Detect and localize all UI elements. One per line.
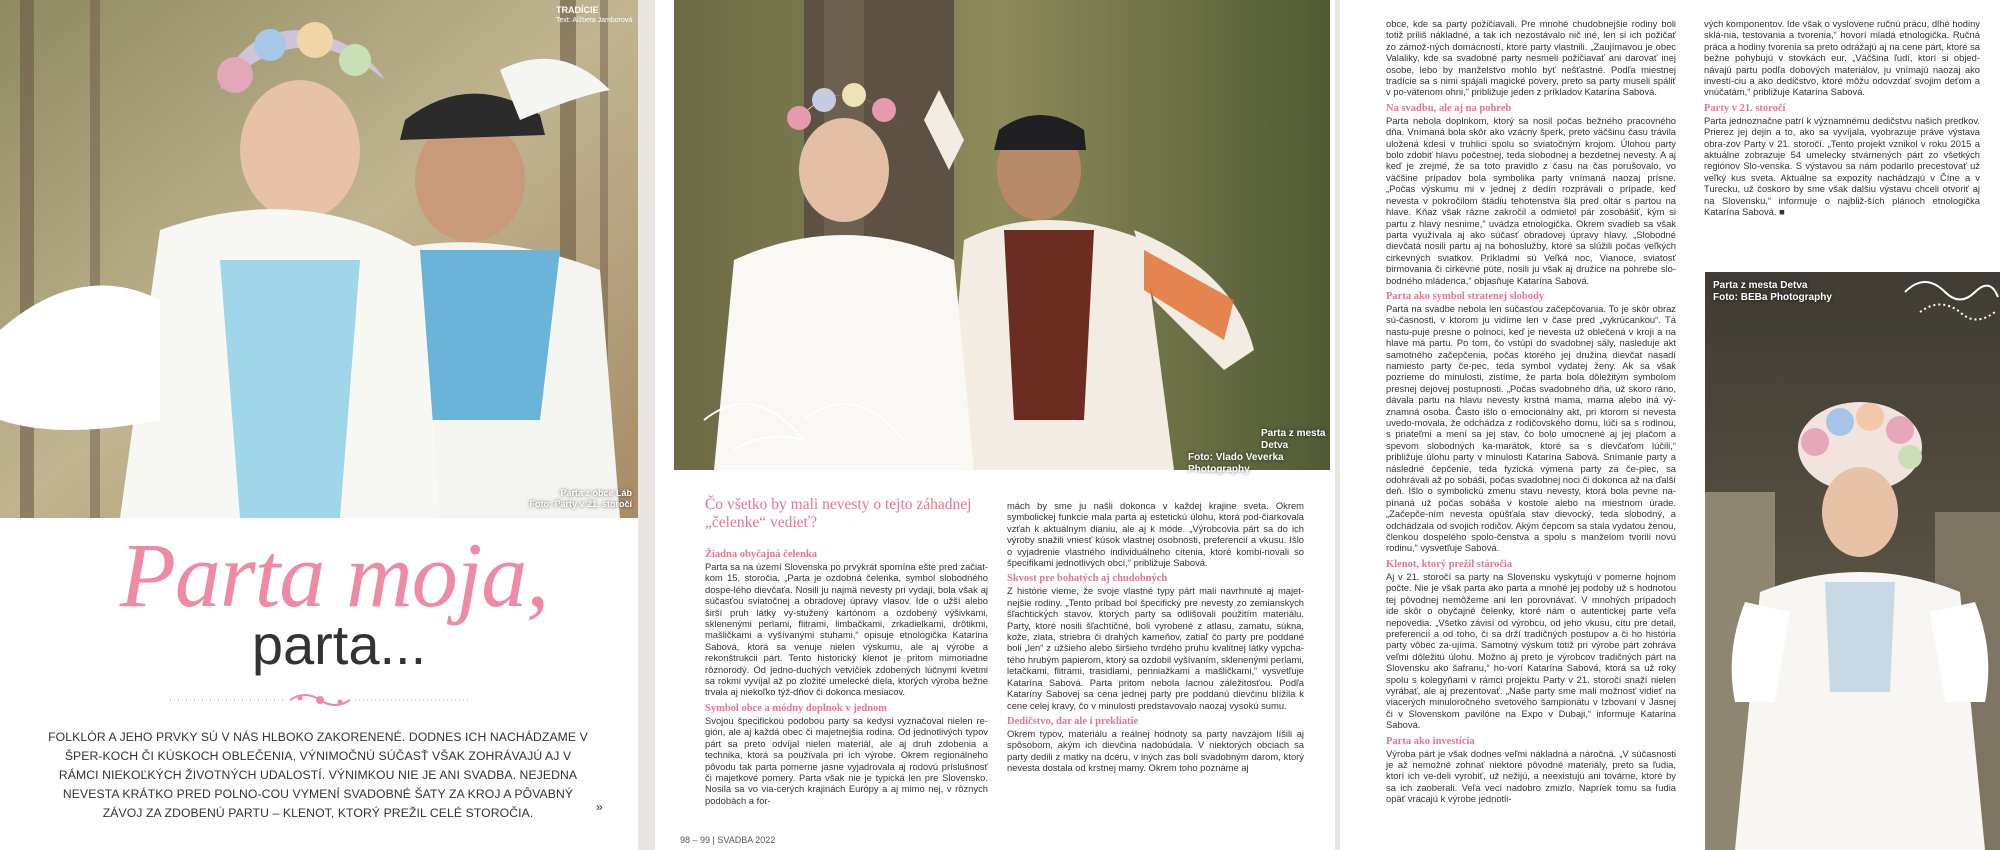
caption-line-2: Foto: Party v 21. storočí	[529, 499, 632, 509]
right-page	[1340, 0, 2000, 850]
paragraph-r5: Výroba párt je však dodnes veľmi nákladná a náročná. „V súčasnosti je až nemožné zohnať niektoré pôvodné materiály, preto sa ľudia, ktorí ich ve-deli vyrobiť, už nežijú, a neexistujú ani továrne, ktoré by sa ich zaoberali. Veľa vecí nadobro zmizlo. Napríek tomu sa ľudia opäť vracajú k výrobe jednotli-	[1386, 747, 1676, 805]
subheading-r5: Party v 21. storočí	[1704, 102, 1786, 114]
paragraph-3: mách by sme ju našli dokonca v každej krajine sveta. Okrem symbolickej funkcie mala parta aj estetickú úlohu, ktorá pod-čiarkovala vzťah k aktuálnym dianiu, ale aj k móde. „Výrobcovia párt sa do ich výroby snažili vniesť kúsok vlastnej osobnosti, preferencií a vkusu. Išlo o vyjadrenie vlastného individuálneho cítenia, ktoré kombi-novali so špecifikami jednotlivých obcí,“ približuje Sabová.	[1007, 500, 1304, 569]
photo-caption	[1188, 428, 1333, 476]
couple-photo-2	[674, 0, 1330, 470]
couple-photo-2-illustration	[674, 0, 1330, 470]
swirl-ornament-icon	[1900, 272, 2000, 332]
left-page	[0, 0, 638, 850]
column-1	[705, 496, 988, 806]
caption-line-1: Parta z obce Láb	[560, 488, 632, 498]
paragraph-2: Svojou špecifickou podobou party sa kedysi vyznačoval nielen re-gión, ale aj každá obec či majetnejšia rodina. Od jednotlivých typov párt sa preto odvíjal nielen materiál, ale aj druh zdobenia a technika, ktorá sa používala pri ich výrobe. Okrem regionálneho pôvodu tak parta pomerne jasne vyjadrovala aj rodovú príslušnosť či majetkové pomery. Parta však nie je typická len pre Slovensko. Nosila sa vo via-cerých krajinách Európy a aj mimo nej, v rôznych podobách a for-	[705, 714, 988, 806]
paragraph-1: Parta sa na území Slovenska po prvýkrát spomína ešte pred začiat-kom 15. storočia. „Parta je ozdobná čelenka, symbol slobodného dospe-lého dievčaťa. Nosili ju najmä nevesty pri vydaji, bola však aj súčasťou sviatočnej a obradovej úpravy vlasov. Ide o užší alebo širší pruh látky vy-stužený kartónom a ozdobený výšivkami, sklenenými perlami, flitrami, limbačkami, zrkadielkami, drôtikmi, mašličkami a vyšívanými stuhami,“ opisuje etnologička Katarína Sabová, ktorá sa venuje nielen výskumu, ale aj výrobe a rekonštrukcii párt. Tento historický klenot je pritom mimoriadne rôznorodý. Od jedno-duchých vetvičiek zdobených lúčnymi kvetmi sa rokmi vyvíjal až po zložité umelecké diela, ktorých výroba bežne trvala aj niekoľko týž-dňov či dokonca mesiacov.	[705, 561, 988, 698]
subheading-r3: Klenot, ktorý prežil stáročia	[1386, 558, 1513, 570]
title-line-1: Parta moja,	[119, 524, 549, 626]
caption-line-1: Parta z mesta Detva	[1261, 428, 1326, 451]
subheading-r1: Na svadbu, ale aj na pohreb	[1386, 102, 1512, 114]
ornament-divider	[170, 690, 470, 710]
subheading-2: Symbol obce a módny doplnok v jednom	[705, 702, 888, 714]
continue-mark: »	[596, 800, 603, 814]
paragraph-r6: vých komponentov. Ide však o vyslovene ručnú prácu, dlhé hodiny sklá-nia, testovania a tvorenia,“ hovorí mladá etnologička. Ručná práca a hodiny tvorenia sa preto odrážajú aj na cene párt, ktoré sa bežne pohybujú v stovkách eur. „Väčšina ľudí, ktorí si objed-návajú partu podľa dobových materiálov, ju vnímajú naozaj ako investí-ciu a ako dedičstvo, ktoré môžu odovzdať svojim deťom a vnúčatám,“ približuje Katarína Sabová.	[1704, 18, 1980, 98]
paragraph-5: Okrem typov, materiálu a reálnej hodnoty sa party navzájom líšili aj spôsobom, akým ich dievčina nadobúdala. V niektorých obciach sa party dedili z matky na dcéru, v iných zas boli svadobným darom, ktorý nevesta dostala od krstnej mamy. Okrem toho poznáme aj	[1007, 727, 1304, 774]
photo-caption	[1713, 280, 1863, 304]
couple-photo-1-illustration	[0, 0, 638, 518]
subheading-r4: Parta ako investícia	[1386, 735, 1475, 747]
title-line-2: parta...	[251, 613, 427, 676]
section-label: TRADÍCIE	[556, 5, 599, 15]
paragraph-r4: Aj v 21. storočí sa party na Slovensku vyskytujú v pomerne hojnom počte. Nie je však parta ako parta a mnohé jej podoby už s hodnotou tej pôvodnej nemôžeme ani len porovnávať. V mnohých prípadoch ide skôr o obyčajné čelenky, ktoré nám o autentickej parte veľa nepovedia. „Všetko závisí od výrobcu, od jeho vkusu, cítu pre detail, preferencií a od toho, či sa drží tradičných postupov a či ho história party vôbec za-ujíma. Samotný výskum totiž pri výrobe párt zohráva veľmi dôležitú úlohu. Možno aj preto je výrobcov tradičných párt na Slovensku ako šafranu,“ ho-vorí Katarína Sabová, ktorá sa už roky spolu s kolegyňami v rámci projektu Party v 21. storočí snaží nielen vyrábať, ale aj prezentovať. „Naše party sme mali možnosť vidieť na viacerých minuloročného svetového šampionátu v Izbovaní v Jasnej či v Slovenskom pavilóne na Expo v Dubaji,“ informuje Katarína Sabová.	[1386, 570, 1676, 731]
subheading-4: Dedičstvo, dar ale i prekliatie	[1007, 715, 1139, 727]
caption-line-2: Foto: Vlado Veverka Photography	[1188, 452, 1284, 475]
paragraph-r3: Parta na svadbe nebola len súčasťou začepčovania. To je skôr obraz sú-časnosti, v ktorom ju vidíme len v čase pred „vykrúcankou“. Tá nastu-puje presne o polnoci, keď je nevesta už oblečená v kroji a na hlave má partu. Po tom, čo vstúpi do svadobnej sály, nasleduje akt samotného začepčenia, počas ktorého jej družina dievčat nasadí namiesto party če-pec, teda symbol vydatej ženy. Ak sa však pozrieme do minulosti, zistíme, že parta bola dôležitým symbolom presnej dejovej postupnosti. „Počas svadobného dňa, už skoro ráno, dávala partu na hlavu nevesty krstná mama, mama alebo iná vý-znamná osoba. Často išlo o emocionálny akt, pri ktorom si nevesta uvedo-movala, že odchádza z rodičovského domu, lúči sa s rodinou, s priateľmi a mení sa jej stav, čo bolo umocnené aj jej plačom a spevom slobodných ka-marátok, ktoré sa s dievčaťom lúčili,“ približuje úlohu party v minulosti Katarína Sabová. Snímanie party a následné čepčenie, teda fyzická výmena party za če-piec, sa odohrávali až po sobáši, počas svadobnej noci či dokonca až na ďalší deň. Išlo o symbolickú zmenu stavu nevesty, ktorá bola pevne na-pínaná už počas sobáša v kostole alebo na miestnom úrade. „Začepče-ním nevesta opúšťala stav dievocký, teda slobodný, a odchádzala od svojich rodičov. Akým čepcom sa stala vydatou ženou, členkou dospelého spolo-čenstva a spolu s manželom tvorili novú rodinu,“ vysvetľuje Sabová.	[1386, 302, 1676, 554]
bride-photo	[1705, 272, 2000, 850]
ornament-divider-flourish	[170, 690, 470, 710]
paragraph-r7-text: Parta jednoznačne patrí k významnému dedičstvu našich predkov. Prierez jej dejin a to, ako sa vyvíjala, vyobrazuje práve výstava obra-zov Party v 21. storočí. „Tento projekt vznikol v roku 2015 a aktuálne zobrazuje 54 umelecky stvárnených párt zo všetkých regiónov Slo-venska. S výstavou sa nám podarilo precestovať už veľký kus sveta. Aktuálne sa expozíty nachádzajú v Číne a v Turecku, už čoskoro by sme však dalšiu výstavu chceli otvoriť aj na Slovensku,“ informuje o najbliž-ších plánoch etnologička Katarína Sabová.	[1704, 114, 1980, 218]
bride-photo-illustration	[1705, 272, 2000, 850]
caption-line-2: Foto: BEBa Photography	[1713, 292, 1832, 303]
subheading-1: Žiadna obyčajná čelenka	[705, 549, 818, 560]
paragraph-r1: obce, kde sa party požičiavali. Pre mnohé chudobnejšie rodiny boli totiž príliš nákladné, a tak ich nezostávalo nič iné, len si ich požičať zo zámož-ných domácností, ktoré party vlastnili. „Zaujímavou je obec Valaliky, kde sa svadobné party nesmeli požičiavať ani darovať inej osobe, lebo by manželstvo mohlo byť nešťastné. Podľa miestnej tradície sa s nimi spájali magické povery, preto sa party museli spáliť v po-vätenom ohni,“ približuje jeden z príkladov Katarína Sabová.	[1386, 18, 1676, 98]
page-folio: 98 – 99 | SVADBA 2022	[680, 835, 776, 845]
column-4	[1704, 18, 1980, 218]
caption-line-1: Parta z mesta Detva	[1713, 280, 1808, 291]
lead-question: Čo všetko by mali nevesty o tejto záhadnej „čelenke“ vedieť?	[705, 496, 972, 531]
column-3	[1386, 18, 1676, 805]
paragraph-r2: Parta nebola doplnkom, ktorý sa nosil počas bežného pracovného dňa. Vnímaná bola skôr ako vzácny šperk, preto väčšinu času trávila uložená kdesi v truhlici spolu so sviatočným krojom. Úlohou party bolo zdobiť hlavu počestnej, teda slobodnej a bezdetnej nevesty. A aj keď je zrejmé, že sa toto pravidlo z času na čas porušovalo, vo väčšine prípadov bola symbolika party vnímaná naozaj prísne. „Počas výskumu mi v jednej z dedín rozprávali o prípade, keď nevesta v pokročilom štádiu tehotenstva šla pred oltár s partou na hlave. Kňaz však rázne zakročil a odmietol pár zosobášiť, kým si partu z hlavy nesnime,“ uvádza etnologička. Okrem svadieb sa však parta využívala aj ako súčasť obradovej úpravy hlavy. „Slobodné dievčatá nosili partu aj na bohoslužby, ktoré sa slúžili počas veľkých cirkevných sviatkov. Príkladmi sú Veľká noc, Vianoce, sviatosť birmovania či cirkevné púte, nosili ju však aj družice na pohrebe slo-bodného mládenca,“ objasňuje Katarína Sabová.	[1386, 114, 1676, 286]
end-mark: ■	[1779, 206, 1785, 218]
article-title	[0, 524, 638, 676]
subheading-3: Skvost pre bohatých aj chudobných	[1007, 573, 1168, 585]
author-credit: Text: Alžbeta Jamborová	[556, 17, 633, 24]
couple-photo-1	[0, 0, 638, 518]
paragraph-4: Z histórie vieme, že svoje vlastné typy párt mali navrhnuté aj majet-nejšie rodiny. „Tento príbad bol špecifický pre nevesty zo zemianskych šľachtických stavov, ktorých party sa odlišovali použitím materiálu. Party, ktoré nosili šľachtičné, boli vyrobené z atlasu, zamatu, súkna, kože, zlata, striebra či drahých kameňov, zatiaľ čo party pre poddané boli „len“ z užšieho alebo širšieho tvrdého pruhu kvalitnej látky vypcha-tého hrubým papierom, ktorý sa ozdobil vyšívaním, sklenenými perlami, letačkami, flitrami, trasidlami, penniažkami a mašličkami,“ vysvetľuje Katarína Sabová. Parta pritom nebola lacnou záležitosťou. Podľa Kataríny Sabovej sa cena jednej party pre poddanú dievčinu blížila k cene celej kravy, čo v minulosti predstavovalo naozaj vysokú sumu.	[1007, 585, 1304, 711]
column-2	[1007, 500, 1304, 774]
middle-page	[655, 0, 1335, 850]
subheading-r2: Parta ako symbol stratenej slobody	[1386, 290, 1545, 302]
paragraph-r7	[1704, 115, 1980, 218]
intro-paragraph: FOLKLÓR A JEHO PRVKY SÚ V NÁS HLBOKO ZAKORENENÉ. DODNES ICH NACHÁDZAME V ŠPER-KOCH ČI KÚSKOCH OBLEČENIA, VÝNIMOČNÚ SÚČASŤ VŠAK ZOHRÁVAJÚ AJ V RÁMCI NIEKOĽKÝCH ŽIVOTNÝCH UDALOSTÍ. VÝNIMKOU NIE JE ANI SVADBA. NEJEDNA NEVESTA KRÁTKO PRED POLNO-COU VYMENÍ SVADOBNÉ ŠATY ZA KROJ A PÔVABNÝ ZÁVOJ ZA ZDOBENÚ PARTU – KLENOT, KTORÝ PREŽIL CELÉ STOROČIA.	[48, 730, 588, 820]
photo-caption	[529, 488, 632, 510]
corner-ornament	[1900, 272, 2000, 332]
